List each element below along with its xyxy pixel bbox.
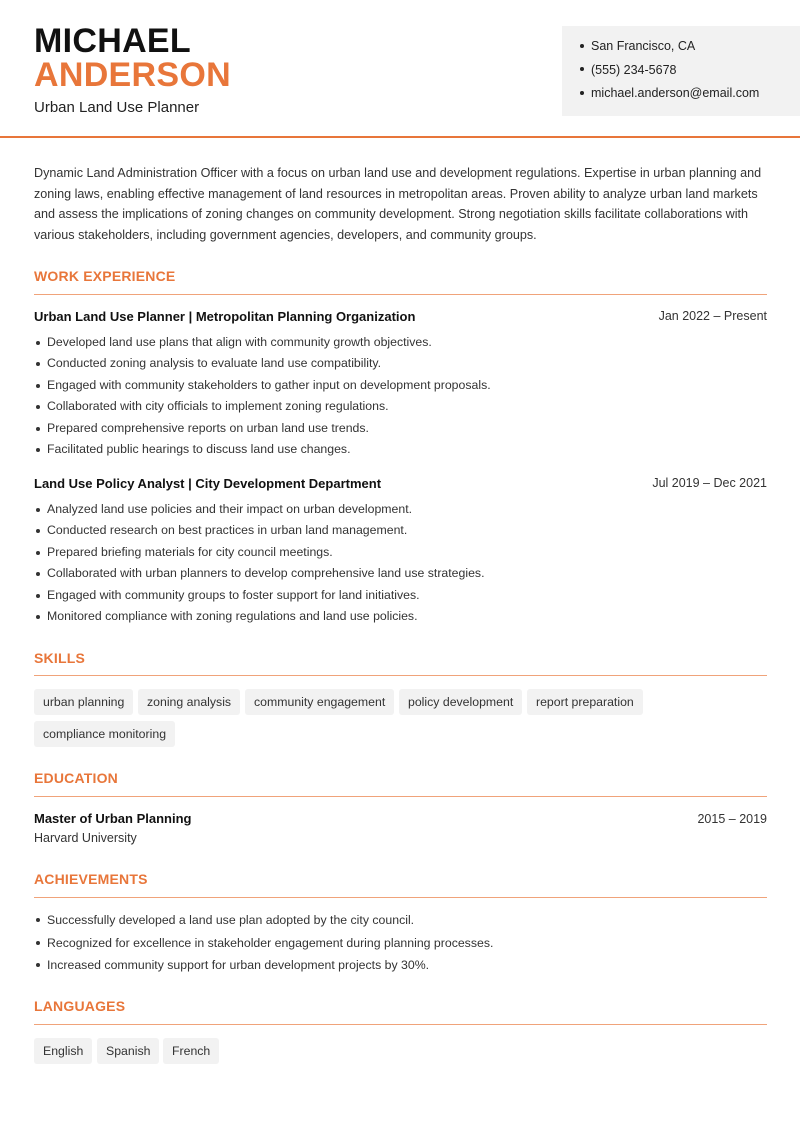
list-item: Developed land use plans that align with community growth objectives. — [34, 332, 767, 353]
professional-summary: Dynamic Land Administration Officer with a focus on urban land use and development regulations. Expertise in urban planning and zoning laws, enabling effective management of land resources in metropolitan areas. Proven ability to analyze urban land markets and assess the implications of zoning changes on community development. Strong negotiation skills facilitate collaborations with various stakeholders, including government agencies, developers, and community groups. — [34, 166, 762, 243]
section-title-education: EDUCATION — [34, 770, 118, 786]
first-name: MICHAEL — [34, 22, 191, 60]
skill-tag: community engagement — [245, 689, 394, 715]
contact-box — [562, 26, 800, 116]
bullet-icon — [580, 44, 584, 48]
job-bullets-1 — [34, 332, 767, 460]
contact-location-text: San Francisco, CA — [591, 39, 696, 53]
section-divider — [34, 897, 767, 898]
list-item: Increased community support for urban development projects by 30%. — [34, 954, 767, 977]
skill-tag: compliance monitoring — [34, 721, 175, 747]
section-divider — [34, 675, 767, 676]
list-item: Collaborated with city officials to implement zoning regulations. — [34, 396, 767, 417]
contact-phone — [580, 59, 800, 83]
job-bullets-2 — [34, 499, 767, 627]
job-date: Jul 2019 – Dec 2021 — [652, 476, 767, 490]
resume-header — [0, 0, 800, 138]
skill-tag: report preparation — [527, 689, 643, 715]
education-degree: Master of Urban Planning — [34, 811, 192, 826]
job-title: Urban Land Use Planner — [34, 99, 200, 116]
contact-phone-text: (555) 234-5678 — [591, 62, 677, 77]
contact-location — [580, 35, 800, 59]
list-item: Engaged with community groups to foster support for land initiatives. — [34, 585, 767, 606]
contact-email-text[interactable]: michael.anderson@email.com — [591, 86, 760, 100]
list-item: Conducted research on best practices in urban land management. — [34, 520, 767, 541]
job-date: Jan 2022 – Present — [658, 309, 767, 323]
job-header-2 — [34, 476, 767, 491]
job-header-1 — [34, 309, 767, 324]
section-title-work: WORK EXPERIENCE — [34, 268, 176, 284]
list-item: Successfully developed a land use plan adopted by the city council. — [34, 909, 767, 932]
section-divider — [34, 294, 767, 295]
skill-tag: zoning analysis — [138, 689, 240, 715]
last-name: ANDERSON — [34, 56, 231, 94]
list-item: Analyzed land use policies and their impact on urban development. — [34, 499, 767, 520]
section-divider — [34, 796, 767, 797]
job-heading: Land Use Policy Analyst | City Development Department — [34, 476, 382, 491]
section-title-languages: LANGUAGES — [34, 998, 126, 1014]
section-divider — [34, 1024, 767, 1025]
language-tag: English — [34, 1038, 92, 1064]
education-date: 2015 – 2019 — [697, 812, 767, 826]
list-item: Engaged with community stakeholders to gather input on development proposals. — [34, 375, 767, 396]
section-title-achievements: ACHIEVEMENTS — [34, 871, 148, 887]
list-item: Prepared briefing materials for city council meetings. — [34, 542, 767, 563]
language-tag: Spanish — [97, 1038, 159, 1064]
language-tag: French — [163, 1038, 219, 1064]
job-heading: Urban Land Use Planner | Metropolitan Planning Organization — [34, 309, 416, 324]
section-title-skills: SKILLS — [34, 650, 85, 666]
skill-tag: policy development — [399, 689, 522, 715]
contact-email — [580, 82, 800, 106]
skill-tag: urban planning — [34, 689, 133, 715]
list-item: Recognized for excellence in stakeholder engagement during planning processes. — [34, 932, 767, 955]
bullet-icon — [580, 67, 584, 71]
achievement-bullets — [34, 909, 767, 977]
list-item: Monitored compliance with zoning regulations and land use policies. — [34, 606, 767, 627]
list-item: Facilitated public hearings to discuss land use changes. — [34, 439, 767, 460]
education-school: Harvard University — [34, 831, 137, 845]
bullet-icon — [580, 91, 584, 95]
list-item: Prepared comprehensive reports on urban land use trends. — [34, 418, 767, 439]
list-item: Conducted zoning analysis to evaluate land use compatibility. — [34, 353, 767, 374]
list-item: Collaborated with urban planners to develop comprehensive land use strategies. — [34, 563, 767, 584]
